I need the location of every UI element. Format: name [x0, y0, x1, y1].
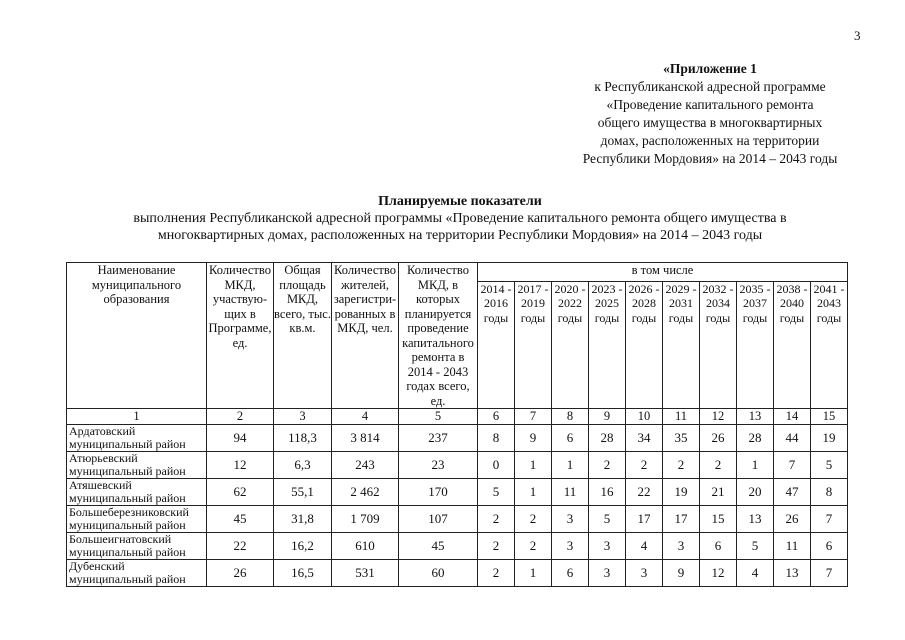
table-cell: 2 [626, 452, 663, 479]
table-cell: 2 [478, 533, 515, 560]
heading-subtitle: выполнения Республиканской адресной программы «Проведение капитального ремонта общего имущества в [133, 211, 787, 226]
table-cell: 6 [552, 560, 589, 587]
table-cell: 531 [332, 560, 399, 587]
table-cell: 118,3 [274, 425, 332, 452]
table-cell: 4 [626, 533, 663, 560]
table-cell: 13 [774, 560, 811, 587]
column-number: 2 [207, 409, 274, 425]
table-row [67, 506, 848, 533]
municipality-name [67, 560, 207, 587]
table-cell: 5 [478, 479, 515, 506]
table-cell: 60 [399, 560, 478, 587]
table-cell: 5 [589, 506, 626, 533]
municipality-name-line: Ардатовский [69, 424, 136, 438]
table-cell: 0 [478, 452, 515, 479]
table-cell: 62 [207, 479, 274, 506]
table-cell: 11 [774, 533, 811, 560]
table-cell: 1 [737, 452, 774, 479]
table-cell: 237 [399, 425, 478, 452]
table-cell: 2 [478, 560, 515, 587]
year-header: 2038 - 2040 годы [774, 281, 811, 408]
header-name: Наименование муниципального образования [67, 263, 207, 409]
table-cell: 16 [589, 479, 626, 506]
table-cell: 107 [399, 506, 478, 533]
column-number: 1 [67, 409, 207, 425]
table-cell: 55,1 [274, 479, 332, 506]
table-row [67, 560, 848, 587]
table-cell: 1 709 [332, 506, 399, 533]
municipality-type-line: муниципальный район [69, 572, 186, 586]
table-cell: 3 [552, 533, 589, 560]
table-cell: 243 [332, 452, 399, 479]
appendix-line: к Республиканской адресной программе [594, 79, 826, 94]
table-cell: 2 [515, 506, 552, 533]
table-cell: 28 [737, 425, 774, 452]
appendix-line: общего имущества в многоквартирных [597, 115, 823, 130]
table-cell: 28 [589, 425, 626, 452]
table-cell: 1 [515, 560, 552, 587]
table-cell: 19 [811, 425, 848, 452]
table-cell: 11 [552, 479, 589, 506]
table-cell: 45 [207, 506, 274, 533]
table-cell: 3 [626, 560, 663, 587]
table-cell: 1 [515, 479, 552, 506]
table-cell: 31,8 [274, 506, 332, 533]
municipality-name-line: Атюрьевский [69, 451, 138, 465]
municipality-name [67, 506, 207, 533]
municipality-type-line: муниципальный район [69, 491, 186, 505]
table-cell: 170 [399, 479, 478, 506]
table-cell: 20 [737, 479, 774, 506]
table-cell: 5 [811, 452, 848, 479]
table-cell: 3 814 [332, 425, 399, 452]
year-header: 2014 - 2016 годы [478, 281, 515, 408]
column-number: 14 [774, 409, 811, 425]
column-number: 10 [626, 409, 663, 425]
table-cell: 26 [774, 506, 811, 533]
table-row [67, 452, 848, 479]
column-number: 12 [700, 409, 737, 425]
table-row [67, 425, 848, 452]
year-header: 2017 - 2019 годы [515, 281, 552, 408]
municipality-type-line: муниципальный район [69, 464, 186, 478]
table-cell: 5 [737, 533, 774, 560]
year-header: 2023 - 2025 годы [589, 281, 626, 408]
table-cell: 6,3 [274, 452, 332, 479]
table-cell: 19 [663, 479, 700, 506]
table-cell: 16,5 [274, 560, 332, 587]
column-number: 15 [811, 409, 848, 425]
municipality-name [67, 452, 207, 479]
table-row [67, 533, 848, 560]
header-residents: Количество жителей, зарегистри-рованных в МКД, чел. [332, 263, 399, 409]
municipality-name-line: Большеберезниковский [69, 505, 189, 519]
table-row [67, 479, 848, 506]
table-cell: 7 [774, 452, 811, 479]
table-cell: 8 [811, 479, 848, 506]
table-cell: 2 [589, 452, 626, 479]
table-cell: 16,2 [274, 533, 332, 560]
table-cell: 3 [552, 506, 589, 533]
table-cell: 13 [737, 506, 774, 533]
municipality-name [67, 425, 207, 452]
table-cell: 17 [626, 506, 663, 533]
table-cell: 7 [811, 506, 848, 533]
column-number: 7 [515, 409, 552, 425]
column-number: 4 [332, 409, 399, 425]
column-number: 5 [399, 409, 478, 425]
municipality-type-line: муниципальный район [69, 437, 186, 451]
table-cell: 9 [515, 425, 552, 452]
table-cell: 3 [589, 533, 626, 560]
table-cell: 34 [626, 425, 663, 452]
column-number: 8 [552, 409, 589, 425]
table-cell: 26 [700, 425, 737, 452]
table-cell: 22 [207, 533, 274, 560]
page-number: 3 [854, 28, 861, 43]
heading-title: Планируемые показатели [378, 194, 542, 209]
municipality-name-line: Дубенский [69, 559, 125, 573]
table-cell: 12 [207, 452, 274, 479]
table-cell: 1 [515, 452, 552, 479]
table-cell: 15 [700, 506, 737, 533]
table-body [67, 409, 848, 587]
column-number: 13 [737, 409, 774, 425]
header-including: в том числе [478, 263, 848, 282]
header-count-mkd: Количество МКД, участвую-щих в Программе, ед. [207, 263, 274, 409]
table-cell: 3 [663, 533, 700, 560]
table-cell: 3 [589, 560, 626, 587]
year-header: 2032 - 2034 годы [700, 281, 737, 408]
table-cell: 9 [663, 560, 700, 587]
column-number: 9 [589, 409, 626, 425]
municipality-name [67, 479, 207, 506]
table-cell: 22 [626, 479, 663, 506]
column-number: 6 [478, 409, 515, 425]
table-cell: 2 [515, 533, 552, 560]
table-cell: 2 462 [332, 479, 399, 506]
appendix-line: домах, расположенных на территории [600, 133, 820, 148]
appendix-title: «Приложение 1 [663, 61, 757, 76]
indicators-table [66, 262, 848, 587]
table-cell: 35 [663, 425, 700, 452]
column-number-row [67, 409, 848, 425]
appendix-block [560, 60, 860, 168]
year-header: 2026 - 2028 годы [626, 281, 663, 408]
column-number: 3 [274, 409, 332, 425]
year-header: 2041 - 2043 годы [811, 281, 848, 408]
table-cell: 21 [700, 479, 737, 506]
year-header: 2029 - 2031 годы [663, 281, 700, 408]
table-cell: 12 [700, 560, 737, 587]
table-cell: 26 [207, 560, 274, 587]
municipality-type-line: муниципальный район [69, 518, 186, 532]
table-cell: 17 [663, 506, 700, 533]
municipality-name-line: Большеигнатовский [69, 532, 172, 546]
table-cell: 6 [552, 425, 589, 452]
heading-subtitle: многоквартирных домах, расположенных на территории Республики Мордовия» на 2014 – 2043 годы [157, 228, 763, 243]
table-cell: 45 [399, 533, 478, 560]
municipality-name [67, 533, 207, 560]
table-cell: 2 [478, 506, 515, 533]
table-cell: 47 [774, 479, 811, 506]
column-number: 11 [663, 409, 700, 425]
table-cell: 44 [774, 425, 811, 452]
table-cell: 4 [737, 560, 774, 587]
table-cell: 2 [663, 452, 700, 479]
appendix-line: «Проведение капитального ремонта [606, 97, 814, 112]
header-area: Общая площадь МКД, всего, тыс. кв.м. [274, 263, 332, 409]
table-cell: 6 [811, 533, 848, 560]
header-planned: Количество МКД, в которых планируется проведение капитального ремонта в 2014 - 2043 годах всего, ед. [399, 263, 478, 409]
year-header: 2035 - 2037 годы [737, 281, 774, 408]
year-header: 2020 - 2022 годы [552, 281, 589, 408]
table-cell: 6 [700, 533, 737, 560]
municipality-type-line: муниципальный район [69, 545, 186, 559]
document-heading [60, 193, 860, 244]
table-cell: 2 [700, 452, 737, 479]
table-cell: 610 [332, 533, 399, 560]
table-cell: 23 [399, 452, 478, 479]
table-cell: 8 [478, 425, 515, 452]
table-cell: 1 [552, 452, 589, 479]
table-cell: 7 [811, 560, 848, 587]
appendix-line: Республики Мордовия» на 2014 – 2043 годы [582, 151, 838, 166]
municipality-name-line: Атяшевский [69, 478, 132, 492]
table-cell: 94 [207, 425, 274, 452]
